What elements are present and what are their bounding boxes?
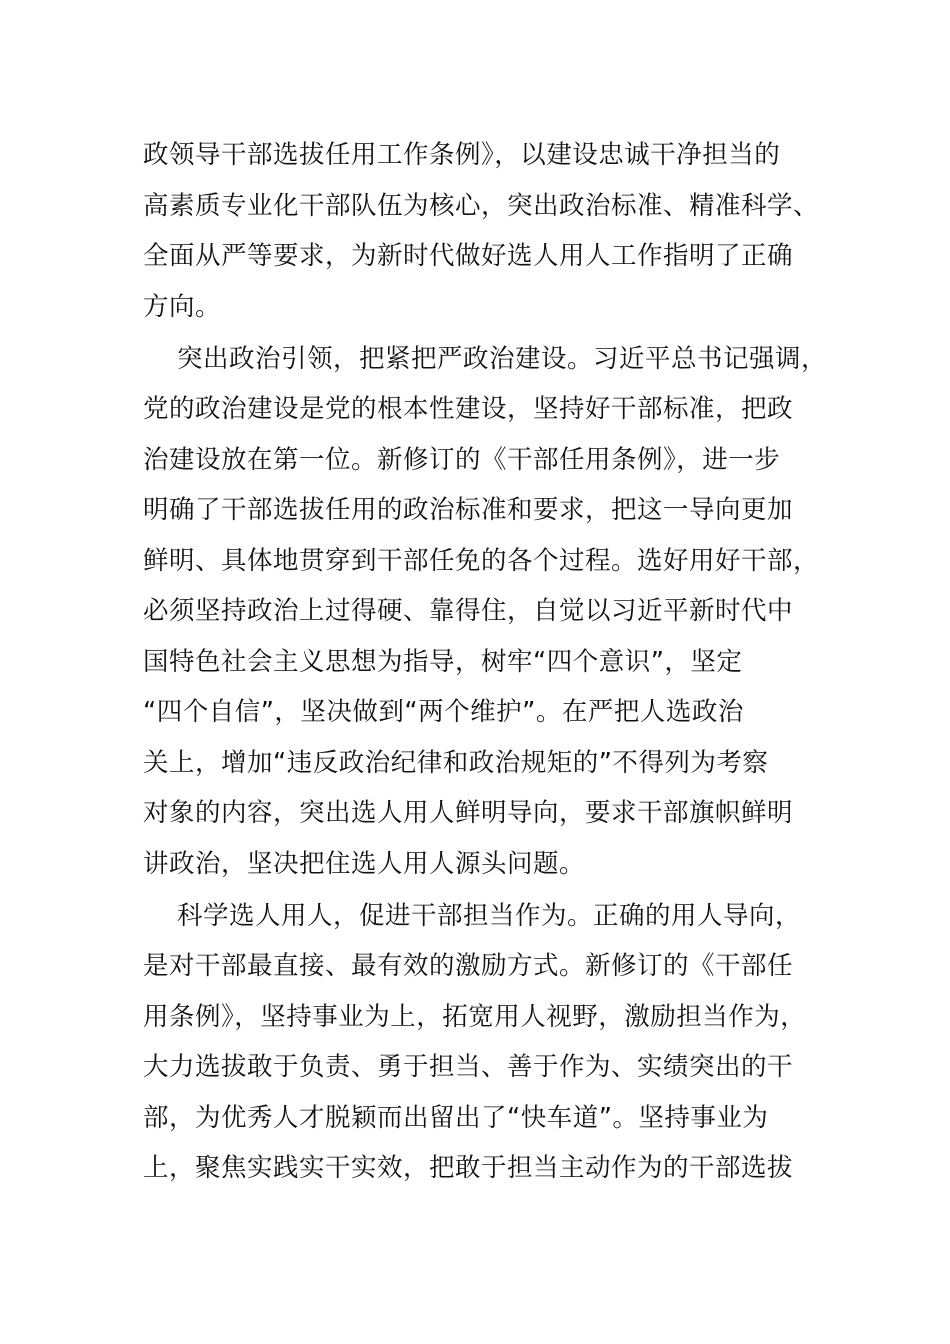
text-line: 方向。 <box>143 291 222 322</box>
text-line: 必须坚持政治上过得硬、靠得住，自觉以习近平新时代中 <box>143 596 794 626</box>
text-line: 大力选拔敢于负责、勇于担当、善于作为、实绩突出的干 <box>143 1052 794 1082</box>
text-line: 政领导干部选拔任用工作条例》，以建设忠诚干净担当的 <box>143 140 781 170</box>
text-line: 对象的内容，突出选人用人鲜明导向，要求干部旗帜鲜明 <box>143 798 794 828</box>
paragraph-3 <box>143 891 811 1194</box>
text-line: 鲜明、具体地贯穿到干部任免的各个过程。选好用好干部， <box>143 545 820 576</box>
text-line: 关上，增加“违反政治纪律和政治规矩的”不得列为考察 <box>143 747 769 778</box>
document-body <box>143 130 828 1194</box>
text-line: 上，聚焦实践实干实效，把敢于担当主动作为的干部选拔 <box>143 1153 794 1183</box>
text-line: 党的政治建设是党的根本性建设，坚持好干部标准，把政 <box>143 394 794 424</box>
text-line: 是对干部最直接、最有效的激励方式。新修订的《干部任 <box>143 951 794 981</box>
text-line: 科学选人用人，促进干部担当作为。正确的用人导向， <box>177 900 802 931</box>
text-line: 用条例》，坚持事业为上，拓宽用人视野，激励担当作为， <box>143 1001 807 1032</box>
text-line: 讲政治，坚决把住选人用人源头问题。 <box>143 848 586 879</box>
text-line: 突出政治引领，把紧把严政治建设。习近平总书记强调， <box>177 343 828 374</box>
text-line: 明确了干部选拔任用的政治标准和要求，把这一导向更加 <box>143 495 794 525</box>
text-line: “四个自信”，坚决做到“两个维护”。在严把人选政治 <box>143 697 744 727</box>
text-line: 高素质专业化干部队伍为核心，突出政治标准、精准科学、 <box>143 190 820 221</box>
paragraph-2 <box>143 334 828 890</box>
text-line: 国特色社会主义思想为指导，树牢“四个意识”，坚定 <box>143 646 743 677</box>
text-line: 全面从严等要求，为新时代做好选人用人工作指明了正确 <box>143 241 794 271</box>
paragraph-1 <box>143 130 820 332</box>
text-line: 部，为优秀人才脱颖而出留出了“快车道”。坚持事业为 <box>143 1102 769 1133</box>
text-line: 治建设放在第一位。新修订的《干部任用条例》，进一步 <box>143 444 781 475</box>
